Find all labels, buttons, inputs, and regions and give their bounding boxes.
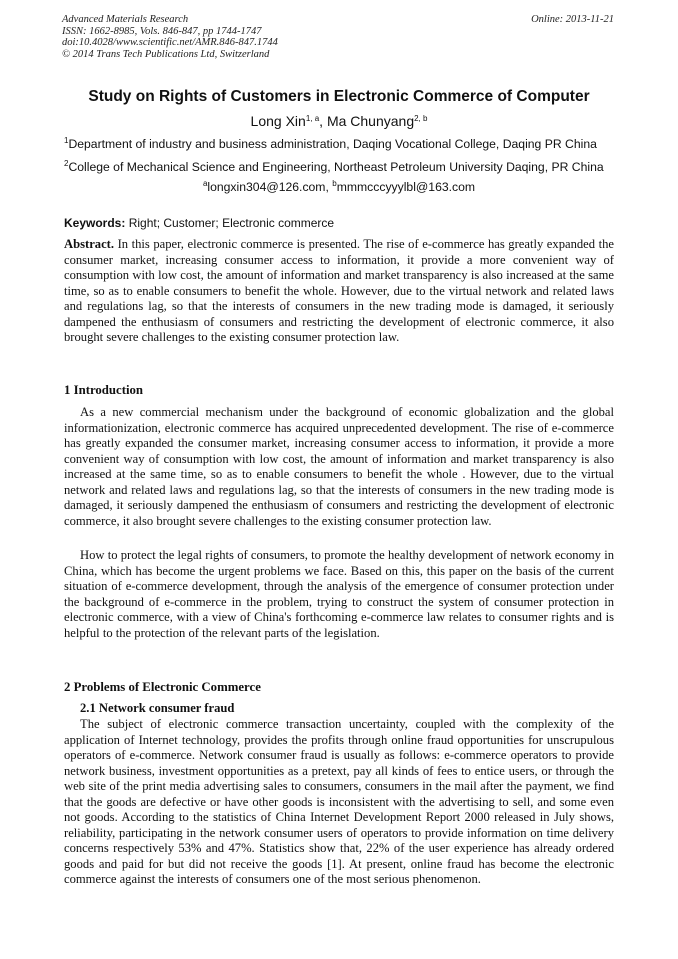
author-2: Ma Chunyang [326, 113, 415, 129]
email-b: mmmcccyyylbl@163.com [336, 180, 476, 194]
keywords-text: Right; Customer; Electronic commerce [128, 216, 335, 230]
keywords [64, 216, 334, 231]
section-heading-introduction: 1 Introduction [64, 383, 144, 397]
journal-name: Advanced Materials Research [62, 14, 189, 25]
affiliation-2-mark: 2 [64, 159, 69, 168]
email-a-mark: a [202, 179, 208, 188]
keywords-label: Keywords: [64, 216, 126, 230]
section-heading-problems: 2 Problems of Electronic Commerce [64, 680, 261, 694]
author-1-affiliation-mark: 1, a [305, 114, 320, 123]
doi-line: doi:10.4028/www.scientific.net/AMR.846-847.1744 [62, 37, 278, 48]
affiliation-1 [64, 137, 624, 152]
copyright-line: © 2014 Trans Tech Publications Ltd, Switzerland [62, 48, 270, 60]
email-a: longxin304@126.com [207, 180, 326, 194]
abstract [64, 237, 614, 346]
affiliation-2-text: College of Mechanical Science and Engineering, Northeast Petroleum University Daqing, PR China [68, 160, 604, 174]
intro-paragraph-1: As a new commercial mechanism under the background of economic globalization and the global informationization, electronic commerce has acquired unprecedented development. The rise of e-commerce has greatly expanded the consumer market, increasing consumer access to information, it provide a more convenient way of consumption with low cost, the amount of information and market transparency is also increased at the same time, so as to enable consumers to benefit the whole . However, due to the virtual network and related laws and regulations lag, so that the interests of consumers in the new trading mode is damaged, it seriously dampened the enthusiasm of consumers and restricting the development of electronic commerce, it also brought severe challenges to the existing consumer protection law. [64, 405, 614, 528]
fraud-paragraph: The subject of electronic commerce transaction uncertainty, coupled with the complexity of the application of Internet technology, provides the profits through online fraud opportunities for unscrupulous operators of e-commerce. Network consumer fraud is usually as follows: e-commerce operators to provide network business, investment opportunities as a pretext, pay all kinds of fees to entice users, or through the web site of the print media advertising sales to consumers, consumers in the mail after the payment, we find that the goods are defective or have other goods is inconsistent with the advertising to sell, and some even not goods. According to the statistics of China Internet Development Report 2000 released in July shows, reliability, participating in the network consumer users of operators to provide information on time delivery concerns respectively 53% and 47%. Statistics show that, 22% of the user experience has already ordered goods and paid for but did not receive the goods [1]. At present, online fraud has become the electronic commerce against the interests of consumers one of the most serious phenomenon. [64, 717, 614, 886]
author-separator: , [319, 113, 327, 129]
email-line [40, 180, 638, 195]
affiliation-1-text: Department of industry and business administration, Daqing Vocational College, Daqing PR China [68, 137, 597, 151]
journal-header [62, 14, 278, 60]
paper-title: Study on Rights of Customers in Electronic Commerce of Computer [88, 88, 590, 105]
author-2-affiliation-mark: 2, b [414, 114, 428, 123]
affiliation-1-mark: 1 [64, 136, 69, 145]
issn-line: ISSN: 1662-8985, Vols. 846-847, pp 1744-1747 [62, 25, 262, 37]
affiliation-2 [64, 160, 624, 175]
email-separator: , [325, 180, 333, 194]
abstract-label: Abstract. [64, 237, 115, 251]
author-line [40, 113, 638, 130]
intro-paragraph-2: How to protect the legal rights of consumers, to promote the healthy development of network economy in China, which has become the urgent problems we face. Based on this, this paper on the basis of the current situation of e-commerce development, through the analysis of the emergence of consumer protection under the background of e-commerce in the problem, trying to construct the system of consumer protection in electronic commerce, with a view of China's forthcoming e-commerce law relates to consumer rights and is helpful to the protection of the relevant parts of the legislation. [64, 548, 614, 640]
abstract-text: In this paper, electronic commerce is presented. The rise of e-commerce has greatly expanded the consumer market, increasing consumer access to information, it provide a more convenient way of consumption with low cost, the amount of information and market transparency is also increased at the same time, so as to enable consumers to benefit the whole. However, due to the virtual network and related laws and regulations lag, so that the interests of consumers in the new trading mode is damaged, it seriously dampened the enthusiasm of consumers and restricting the development of electronic commerce, it also brought severe challenges to the existing consumer protection law. [64, 237, 614, 344]
email-b-mark: b [332, 179, 337, 188]
online-date: Online: 2013-11-21 [531, 14, 614, 25]
subsection-heading-fraud: 2.1 Network consumer fraud [80, 701, 235, 715]
author-1: Long Xin [250, 113, 306, 129]
